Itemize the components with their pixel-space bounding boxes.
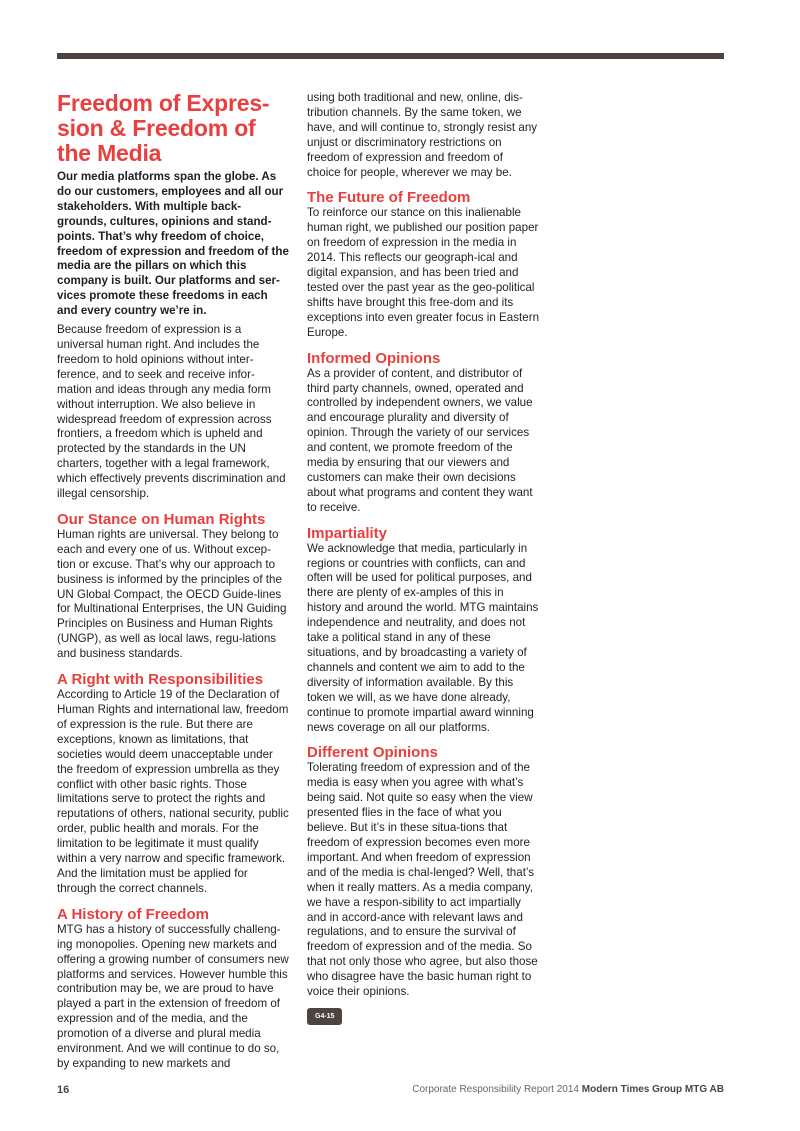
paragraph-human-rights: Human rights are universal. They belong to each and every one of us. Without excep-tion or excuse. That’s why our approach to business is informed by the principles of the UN Global Compact, the OECD Guide-lines for Multinational Enterprises, the UN Guiding Principles on Business and Human Rights (UNGP), as well as local laws, regu-lations and business standards. xyxy=(57,527,287,661)
gri-tag: G4-15 xyxy=(307,1008,342,1025)
heading-impartiality: Impartiality xyxy=(307,524,388,542)
lead-paragraph: Our media platforms span the globe. As do our customers, employees and all our stakeholders. With multiple back-grounds, cultures, opinions and stand-points. That’s why freedom of choice, freedom of expression and freedom of the media are the pillars on which this company is built. Our platforms and ser-vices promote these freedoms in each and every country we’re in. xyxy=(57,170,289,318)
top-rule xyxy=(57,53,724,59)
heading-different: Different Opinions xyxy=(307,744,438,762)
footer-report-title: Corporate Responsibility Report 2014 xyxy=(412,1084,579,1095)
footer-company: Modern Times Group MTG AB xyxy=(581,1084,724,1095)
left-column xyxy=(57,91,289,1072)
right-column xyxy=(307,91,539,1025)
paragraph-history-continued: using both traditional and new, online, dis-tribution channels. By the same token, we have, and will continue to, strongly resist any unjust or discriminatory restrictions on freedom of expression and freedom of choice for people, wherever we may be. xyxy=(307,91,538,179)
heading-human-rights: Our Stance on Human Rights xyxy=(57,510,266,528)
heading-informed: Informed Opinions xyxy=(307,349,441,367)
heading-future: The Future of Freedom xyxy=(307,189,471,207)
heading-history: A History of Freedom xyxy=(57,905,209,923)
paragraph-future: To reinforce our stance on this inalienable human right, we published our position paper on freedom of expression in the media in 2014. This reflects our geograph-ical and digital expansion, and has been tried and tested over the past year as the geo-political shifts have brought this free-dom and its exceptions into even greater focus in Eastern Europe. xyxy=(307,206,540,339)
page-title: Freedom of Expres- sion & Freedom of the Media xyxy=(57,90,270,166)
heading-responsibilities: A Right with Responsibilities xyxy=(57,671,264,689)
paragraph-impartiality: We acknowledge that media, particularly in regions or countries with conflicts, can and often will be used for political purposes, and there are plenty of ex-amples of this in history and around the world. MTG maintains independence and neutrality, and does not take a political stand in any of these situations, and by broadcasting a variety of channels and content we aim to add to the diversity of information available. By this token we will, as we have done already, continue to promote impartial award winning news coverage on all our platforms. xyxy=(307,541,539,734)
paragraph-history: MTG has a history of successfully challeng-ing monopolies. Opening new markets and offering a growing number of consumers new platforms and services. However humble this contribution may be, we are proud to have played a part in the extension of freedom of expression and of the media, and the promotion of a diverse and plural media environment. And we will continue to do so, by expanding to new markets and xyxy=(57,922,289,1070)
footer-report xyxy=(412,1084,724,1095)
paragraph-informed: As a provider of content, and distributor of third party channels, owned, operated and controlled by independent owners, we value and encourage plurality and diversity of opinion. Through the variety of our services and content, we promote freedom of the media by ensuring that our viewers and customers can make their own decisions about what programs and content they want to receive. xyxy=(307,366,533,514)
paragraph-responsibilities: According to Article 19 of the Declaration of Human Rights and international law, freedom of expression is the rule. But there are exceptions, known as limitations, that societies would deem unacceptable under the freedom of expression umbrella as they conflict with other basic rights. Those limitations serve to protect the rights and reputations of others, national security, public order, public health and morals. For the limitation to be legitimate it must qualify within a very narrow and specific framework. And the limitation must be applied for through the correct channels. xyxy=(57,688,289,895)
paragraph-different: Tolerating freedom of expression and of the media is easy when you agree with what’s being said. Not quite so easy when the view presented flies in the face of what you believe. But it’s in these situa-tions that freedom of expression becomes even more important. And when freedom of expression and of the media is chal-lenged? Well, that’s when it really matters. As a media company, we have a respon-sibility to act impartially and in accord-ance with relevant laws and regulations, and to ensure the survival of freedom of expression and of the media. So that not only those who agree, but also those who disagree have the basic human right to voice their opinions. xyxy=(307,761,538,999)
page-number: 16 xyxy=(57,1084,70,1096)
intro-paragraph: Because freedom of expression is a universal human right. And includes the freedom to hold opinions without inter-ference, and to seek and receive infor-mation and ideas through any media form without interruption. We also believe in widespread freedom of expression across frontiers, a freedom which is upheld and protected by the standards in the UN charters, together with a legal framework, which effectively prevents discrimination and illegal censorship. xyxy=(57,323,286,501)
